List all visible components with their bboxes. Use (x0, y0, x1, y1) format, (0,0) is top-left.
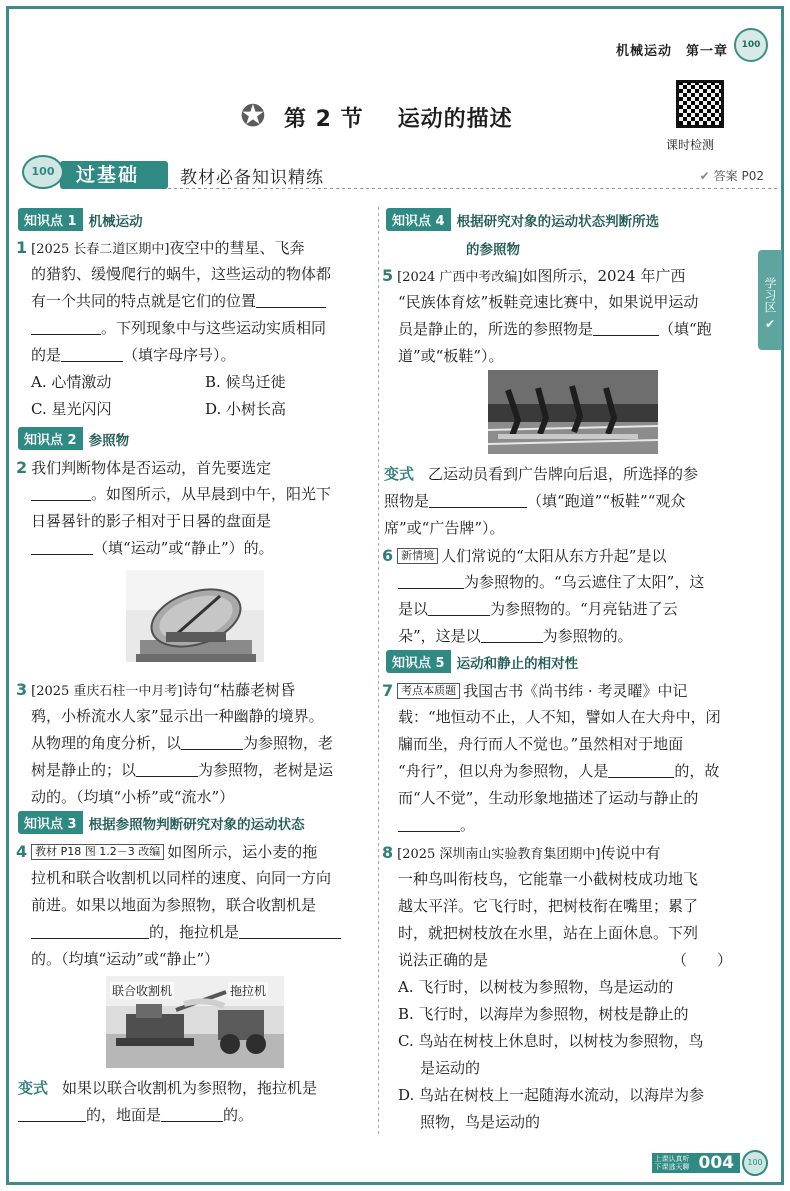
band-title: 过基础 (60, 161, 168, 189)
answer-blank[interactable] (429, 490, 527, 508)
qr-code-icon[interactable] (676, 80, 724, 128)
footer-slogan-1: 上课认真听 (654, 1155, 690, 1163)
q4-line-3: 前进。如果以地面为参照物，联合收割机是 (31, 896, 317, 914)
photo-label-harvester: 联合收割机 (112, 984, 173, 998)
q4-line-5: 的。（均填“运动”或“静止”） (31, 950, 220, 968)
answer-blank[interactable] (136, 759, 198, 777)
kp-title: 根据参照物判断研究对象的运动状态 (88, 816, 305, 833)
sundial-image (126, 570, 264, 662)
page-border-top (6, 6, 784, 9)
q3-line-2: 鸦，小桥流水人家”显示出一种幽静的境界。 (31, 707, 324, 725)
q6-line-2-text: 为参照物的。“乌云遮住了太阳”，这 (464, 573, 705, 591)
q5-variant-text-a: 照物是 (384, 492, 430, 510)
answer-reference (700, 167, 764, 184)
question-source: [2025 深圳南山实验教育集团期中] (397, 847, 601, 862)
answer-blank[interactable] (593, 318, 659, 336)
q1-option-c[interactable]: C. 星光闪闪 (31, 400, 112, 418)
answer-blank[interactable] (61, 344, 123, 362)
q3-line-3-text-a: 从物理的角度分析，以 (31, 734, 182, 752)
q2-line-2-text: 。如图所示，从早晨到中午，阳光下 (91, 485, 332, 503)
footer-slogan-2: 下课逃天聊 (654, 1163, 690, 1171)
question-source: [2024 广西中考改编] (397, 270, 523, 285)
q8-option-b[interactable]: B. 飞行时，以海岸为参照物，树枝是静止的 (398, 1005, 689, 1023)
q5-line-2: “民族体育炫”板鞋竞速比赛中，如果说甲运动 (398, 293, 699, 311)
q5-variant-line-1 (384, 461, 698, 488)
band-dotted-rule (168, 188, 778, 189)
kp-title: 运动和静止的相对性 (456, 655, 579, 672)
race-image (488, 370, 658, 454)
variant-label: 变式 (384, 465, 415, 483)
q1-line-4-text: 。下列现象中与这些运动实质相同 (101, 319, 327, 337)
q5-variant-text: 乙运动员看到广告牌向后退，所选择的参 (428, 465, 699, 483)
answer-blank[interactable] (398, 814, 460, 832)
question-tag: 教材 P18 图 1.2－3 改编 (31, 844, 164, 860)
q8-option-d-cont: 照物，鸟是运动的 (420, 1113, 541, 1131)
q6-line-4-text-b: 为参照物的。 (542, 627, 633, 645)
question-source: [2025 长春二道区期中] (31, 242, 170, 257)
q4-variant-text: 如果以联合收割机为参照物，拖拉机是 (62, 1079, 318, 1097)
question-tag: 新情境 (397, 548, 438, 564)
kp-tag: 知识点 4 (386, 208, 451, 231)
q3-line-3 (31, 730, 333, 757)
q1-line-5-text-a: 的是 (31, 346, 62, 364)
knowledge-point-5 (386, 650, 578, 673)
q2-line-4 (31, 535, 274, 562)
question-number: 3 (16, 680, 28, 699)
q1-line-1 (16, 234, 305, 263)
kp-tag: 知识点 5 (386, 650, 451, 673)
q2-line-4-text: （填“运动”或“静止”）的。 (93, 539, 274, 557)
q7-line-4 (398, 758, 719, 785)
q5-line-3-text-b: （填“跑 (659, 320, 712, 338)
answer-blank[interactable] (31, 483, 91, 501)
q6-line-3-text-b: 为参照物的。“月亮钻进了云 (490, 600, 678, 618)
section-name: 运动的描述 (397, 106, 513, 132)
q1-line-3-text: 有一个共同的特点就是它们的位置 (31, 292, 257, 310)
knowledge-point-4 (386, 208, 659, 231)
board-shoe-race-photo (488, 370, 658, 454)
q5-variant-line-3: 席”或“广告牌”）。 (384, 519, 505, 537)
q4-text: 如图所示，运小麦的拖 (167, 843, 318, 861)
q4-variant-text-a: 的，地面是 (86, 1106, 162, 1124)
q2-text: 我们判断物体是否运动，首先要选定 (31, 459, 272, 477)
q8-option-c-cont: 是运动的 (420, 1059, 481, 1077)
q4-variant-text-b: 的。 (223, 1106, 254, 1124)
q1-line-4 (31, 315, 326, 342)
answer-blank[interactable] (428, 598, 490, 616)
answer-blank[interactable] (31, 921, 149, 939)
qr-label: 课时检测 (666, 138, 715, 152)
sundial-photo (126, 570, 264, 662)
question-number: 4 (16, 842, 28, 861)
kp-title-continued: 的参照物 (466, 242, 520, 258)
q8-line-2: 一种鸟叫衔枝鸟，它能靠一小截树枝成功地飞 (398, 870, 699, 888)
answer-blank[interactable] (161, 1104, 223, 1122)
q5-line-4: 道”或“板鞋”）。 (398, 347, 504, 365)
kp-tag: 知识点 2 (18, 427, 83, 450)
kp-title: 参照物 (88, 432, 130, 449)
running-head (602, 40, 728, 59)
answer-blank[interactable] (398, 571, 464, 589)
side-tab-label: 学习区 (763, 277, 777, 314)
q5-line-1 (382, 262, 685, 291)
q1-line-5-text-b: （填字母序号）。 (123, 346, 236, 364)
q3-line-4-text-a: 树是静止的；以 (31, 761, 137, 779)
kp-title: 机械运动 (88, 213, 143, 230)
q5-variant-text-b: （填“跑道”“板鞋”“观众 (527, 492, 686, 510)
q7-line-6 (398, 812, 475, 839)
star-badge-icon: ✪ (240, 99, 266, 134)
q6-line-1 (382, 542, 666, 570)
section-title (284, 102, 513, 133)
answer-blank[interactable] (256, 290, 326, 308)
q6-line-4-text-a: 朵”，这是以 (398, 627, 481, 645)
answer-blank[interactable] (31, 537, 93, 555)
harvester-photo (106, 976, 284, 1068)
q7-line-5: 而“人不觉”，生动形象地描述了运动与静止的 (398, 789, 699, 807)
question-tag: 考点本质题 (397, 683, 460, 699)
q8-option-a[interactable]: A. 飞行时，以树枝为参照物，鸟是运动的 (398, 978, 674, 996)
q6-text: 人们常说的“太阳从东方升起”是以 (441, 547, 667, 565)
q6-line-3-text-a: 是以 (398, 600, 429, 618)
footer-slogan (652, 1153, 693, 1173)
knowledge-point-2 (18, 427, 129, 450)
question-source: [2025 重庆石柱一中月考] (31, 684, 183, 699)
q4-line-4 (31, 919, 341, 946)
q6-line-4 (398, 623, 633, 650)
kp-tag: 知识点 3 (18, 811, 83, 834)
q3-line-5: 动的。（均填“小桥”或“流水”） (31, 788, 235, 806)
q8-line-4: 时，就把树枝放在水里，站在上面休息。下列 (398, 924, 699, 942)
photo-label-tractor: 拖拉机 (230, 984, 267, 998)
mascot-logo-icon: 100 (22, 155, 64, 189)
q7-line-4-text-b: 的，故 (674, 762, 720, 780)
q8-line-3: 越太平洋。它飞行时，把树枝衔在嘴里；累了 (398, 897, 699, 915)
answer-blank[interactable] (481, 625, 543, 643)
q1-line-3 (31, 288, 326, 315)
brand-logo-icon: 100 (734, 28, 768, 62)
q4-variant-line-1 (18, 1075, 317, 1102)
chapter-topic: 机械运动 (615, 44, 672, 59)
page-footer (652, 1150, 769, 1176)
q8-option-d[interactable]: D. 鸟站在树枝上一起随海水流动，以海岸为参 (398, 1086, 705, 1104)
section-number: 第 2 节 (284, 106, 364, 132)
q5-line-3 (398, 316, 712, 343)
q8-option-c[interactable]: C. 鸟站在树枝上休息时，以树枝为参照物，鸟 (398, 1032, 704, 1050)
page-border-left (6, 6, 9, 1185)
band-subtitle: 教材必备知识精练 (180, 168, 324, 188)
q8-line-1 (382, 839, 661, 868)
kp-title: 根据研究对象的运动状态判断所选 (456, 213, 660, 230)
q5-text: 如图所示，2024 年广西 (522, 267, 686, 285)
page-border-bottom (6, 1182, 784, 1185)
q3-line-3-text-b: 为参照物，老 (243, 734, 334, 752)
q7-line-3: 牖而坐，舟行而人不觉也。”虽然相对于地面 (398, 735, 684, 753)
q3-line-1 (16, 676, 295, 705)
q6-line-3 (398, 596, 678, 623)
answer-blank[interactable] (181, 732, 243, 750)
section-band (12, 155, 778, 191)
q7-line-2: 载：“地恒动不止，人不知，譬如人在大舟中，闭 (398, 708, 721, 726)
q1-text: 夜空中的彗星、飞奔 (169, 239, 305, 257)
q3-text: 诗句“枯藤老树昏 (182, 681, 296, 699)
q7-line-4-text-a: “舟行”，但以舟为参照物，人是 (398, 762, 609, 780)
answer-blank[interactable] (608, 760, 674, 778)
kp-tag: 知识点 1 (18, 208, 83, 231)
page-number: 004 (693, 1153, 741, 1173)
q1-option-d[interactable]: D. 小树长高 (205, 400, 287, 418)
page-border-right (781, 6, 784, 1185)
question-number: 6 (382, 546, 394, 565)
question-number: 7 (382, 681, 394, 700)
chapter-number: 第一章 (685, 44, 728, 59)
q7-text: 我国古书《尚书纬 · 考灵曜》中记 (463, 682, 688, 700)
q7-line-1 (382, 677, 687, 705)
variant-label: 变式 (18, 1079, 49, 1097)
footer-logo-icon: 100 (742, 1150, 768, 1176)
q2-line-1 (16, 454, 271, 482)
q5-variant-line-2 (384, 488, 685, 515)
q4-line-4-text: 的，拖拉机是 (149, 923, 240, 941)
q7-line-6-text: 。 (460, 816, 476, 834)
knowledge-point-1 (18, 208, 143, 231)
q4-line-1 (16, 838, 317, 866)
q1-option-a[interactable]: A. 心情激动 (31, 373, 112, 391)
q2-line-3: 日晷晷针的影子相对于日晷的盘面是 (31, 512, 272, 530)
q5-line-3-text-a: 员是静止的，所选的参照物是 (398, 320, 594, 338)
q1-option-b[interactable]: B. 候鸟迁徙 (205, 373, 286, 391)
section-heading (236, 100, 513, 134)
q8-line-5: 说法正确的是 (398, 951, 489, 969)
q6-line-2 (398, 569, 704, 596)
check-mark-icon: ✔ (699, 169, 710, 183)
q3-line-4 (31, 757, 333, 784)
question-number: 5 (382, 266, 394, 285)
q8-text: 传说中有 (600, 844, 661, 862)
question-number: 2 (16, 458, 28, 477)
q3-line-4-text-b: 为参照物，老树是运 (198, 761, 334, 779)
q2-line-2 (31, 481, 331, 508)
q1-line-2: 的猎豹、缓慢爬行的蜗牛，这些运动的物体都 (31, 265, 332, 283)
q4-variant-line-2 (18, 1102, 253, 1129)
q1-line-5 (31, 342, 236, 369)
answer-blank[interactable] (239, 921, 341, 939)
answer-blank[interactable] (18, 1104, 86, 1122)
answer-blank[interactable] (31, 317, 101, 335)
answer-parentheses[interactable]: （ ） (672, 951, 733, 969)
column-divider (378, 204, 379, 1134)
side-tab-study-area[interactable]: 学习区 ✔ (758, 250, 782, 350)
question-number: 8 (382, 843, 394, 862)
q4-line-2: 拉机和联合收割机以同样的速度、向同一方向 (31, 869, 332, 887)
question-number: 1 (16, 238, 28, 257)
knowledge-point-3 (18, 811, 305, 834)
answer-reference-text: 答案 P02 (713, 169, 764, 183)
